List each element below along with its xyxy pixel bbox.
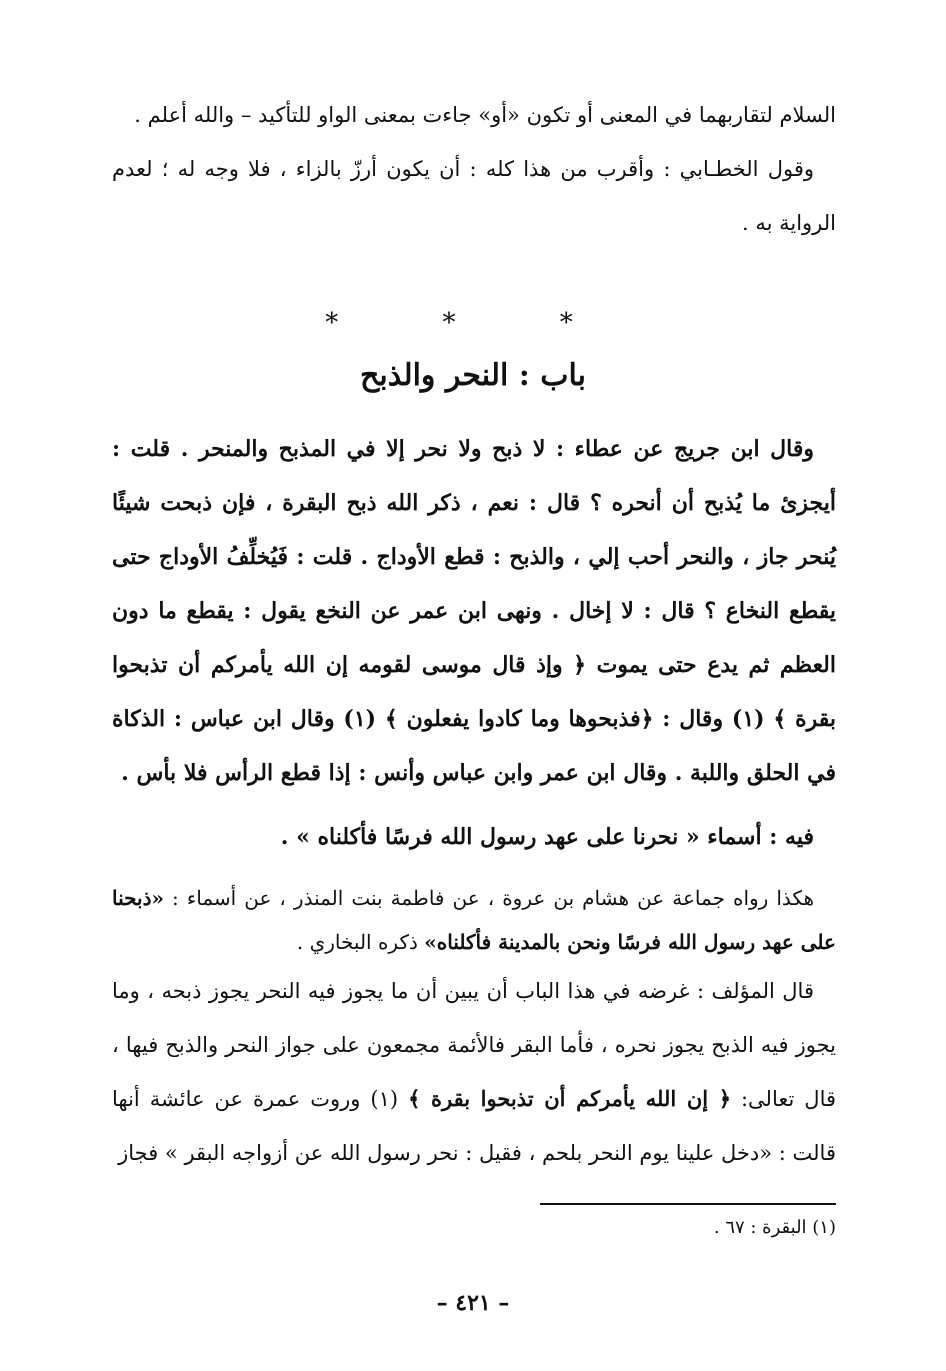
commentary-part2: (١) وروت عمرة عن عائشة أنها قالت : «دخل علينا يوم النحر بلحم ، فقيل : نحر رسول الله عن أزواجه البقر » فجاز xyxy=(112,1087,836,1165)
fihi-block xyxy=(112,810,836,864)
footnote: (١) البقرة : ٦٧ . xyxy=(713,1217,836,1238)
footnote-separator xyxy=(540,1203,836,1205)
narration-quote: «ذبحنا على عهد رسول الله فرسًا ونحن بالمدينة فأكلناه» xyxy=(112,886,836,954)
page-number: – ٤٢١ – xyxy=(436,1290,510,1316)
hadith-block xyxy=(112,422,836,800)
fihi-text: فيه : أسماء « نحرنا على عهد رسول الله فرسًا فأكلناه » . xyxy=(280,824,814,850)
narration-intro: هكذا رواه جماعة عن هشام بن عروة ، عن فاطمة بنت المنذر ، عن أسماء : xyxy=(164,886,814,910)
commentary-part1: قال المؤلف : غرضه في هذا الباب أن يبين أن ما يجوز فيه النحر يجوز ذبحه ، وما يجوز فيه الذبح يجوز نحره ، فأما البقر فالأئمة مجمعون على جواز النحر والذبح فيها ، قال تعالى: xyxy=(112,979,837,1111)
narration-block xyxy=(112,876,836,964)
paragraph-khattabi: وقول الخطـابي : وأقرب من هذا كله : أن يكون أرزّ بالزاء ، فلا وجه له ؛ لعدم الرواية به . xyxy=(112,157,836,235)
narration-outro: ذكره البخاري . xyxy=(296,930,425,954)
paragraph-intro-block xyxy=(112,88,836,250)
narration-paragraph xyxy=(112,876,836,964)
paragraph-conclusion: السلام لتقاربهما في المعنى أو تكون «أو» جاءت بمعنى الواو للتأكيد – والله أعلم . xyxy=(134,103,836,127)
section-separator: * * * xyxy=(325,308,621,338)
commentary-paragraph xyxy=(112,964,836,1180)
commentary-verse: ﴿ إن الله يأمركم أن تذبحوا بقرة ﴾ xyxy=(408,1086,731,1111)
commentary-block xyxy=(112,964,836,1180)
chapter-title: باب : النحر والذبح xyxy=(359,358,586,393)
hadith-text: وقال ابن جريج عن عطاء : لا ذبح ولا نحر إلا في المذبح والمنحر . قلت : أيجزئ ما يُذبح أن أنحره ؟ قال : نعم ، ذكر الله ذبح البقرة ، فإن ذبحت شيئًا يُنحر جاز ، والنحر أحب إلي ، والذبح : قطع الأوداج . قلت : فَيُخلِّفُ الأوداج حتى يقطع النخاع ؟ قال : لا إخال . ونهى ابن عمر عن النخع يقول : يقطع ما دون العظم ثم يدع حتى يموت ﴿ وإذ قال موسى لقومه إن الله يأمركم أن تذبحوا بقرة ﴾ (١) وقال : ﴿فذبحوها وما كادوا يفعلون ﴾ (١) وقال ابن عباس : الذكاة في الحلق واللبة . وقال ابن عمر وابن عباس وأنس : إذا قطع الرأس فلا بأس . xyxy=(112,436,836,786)
